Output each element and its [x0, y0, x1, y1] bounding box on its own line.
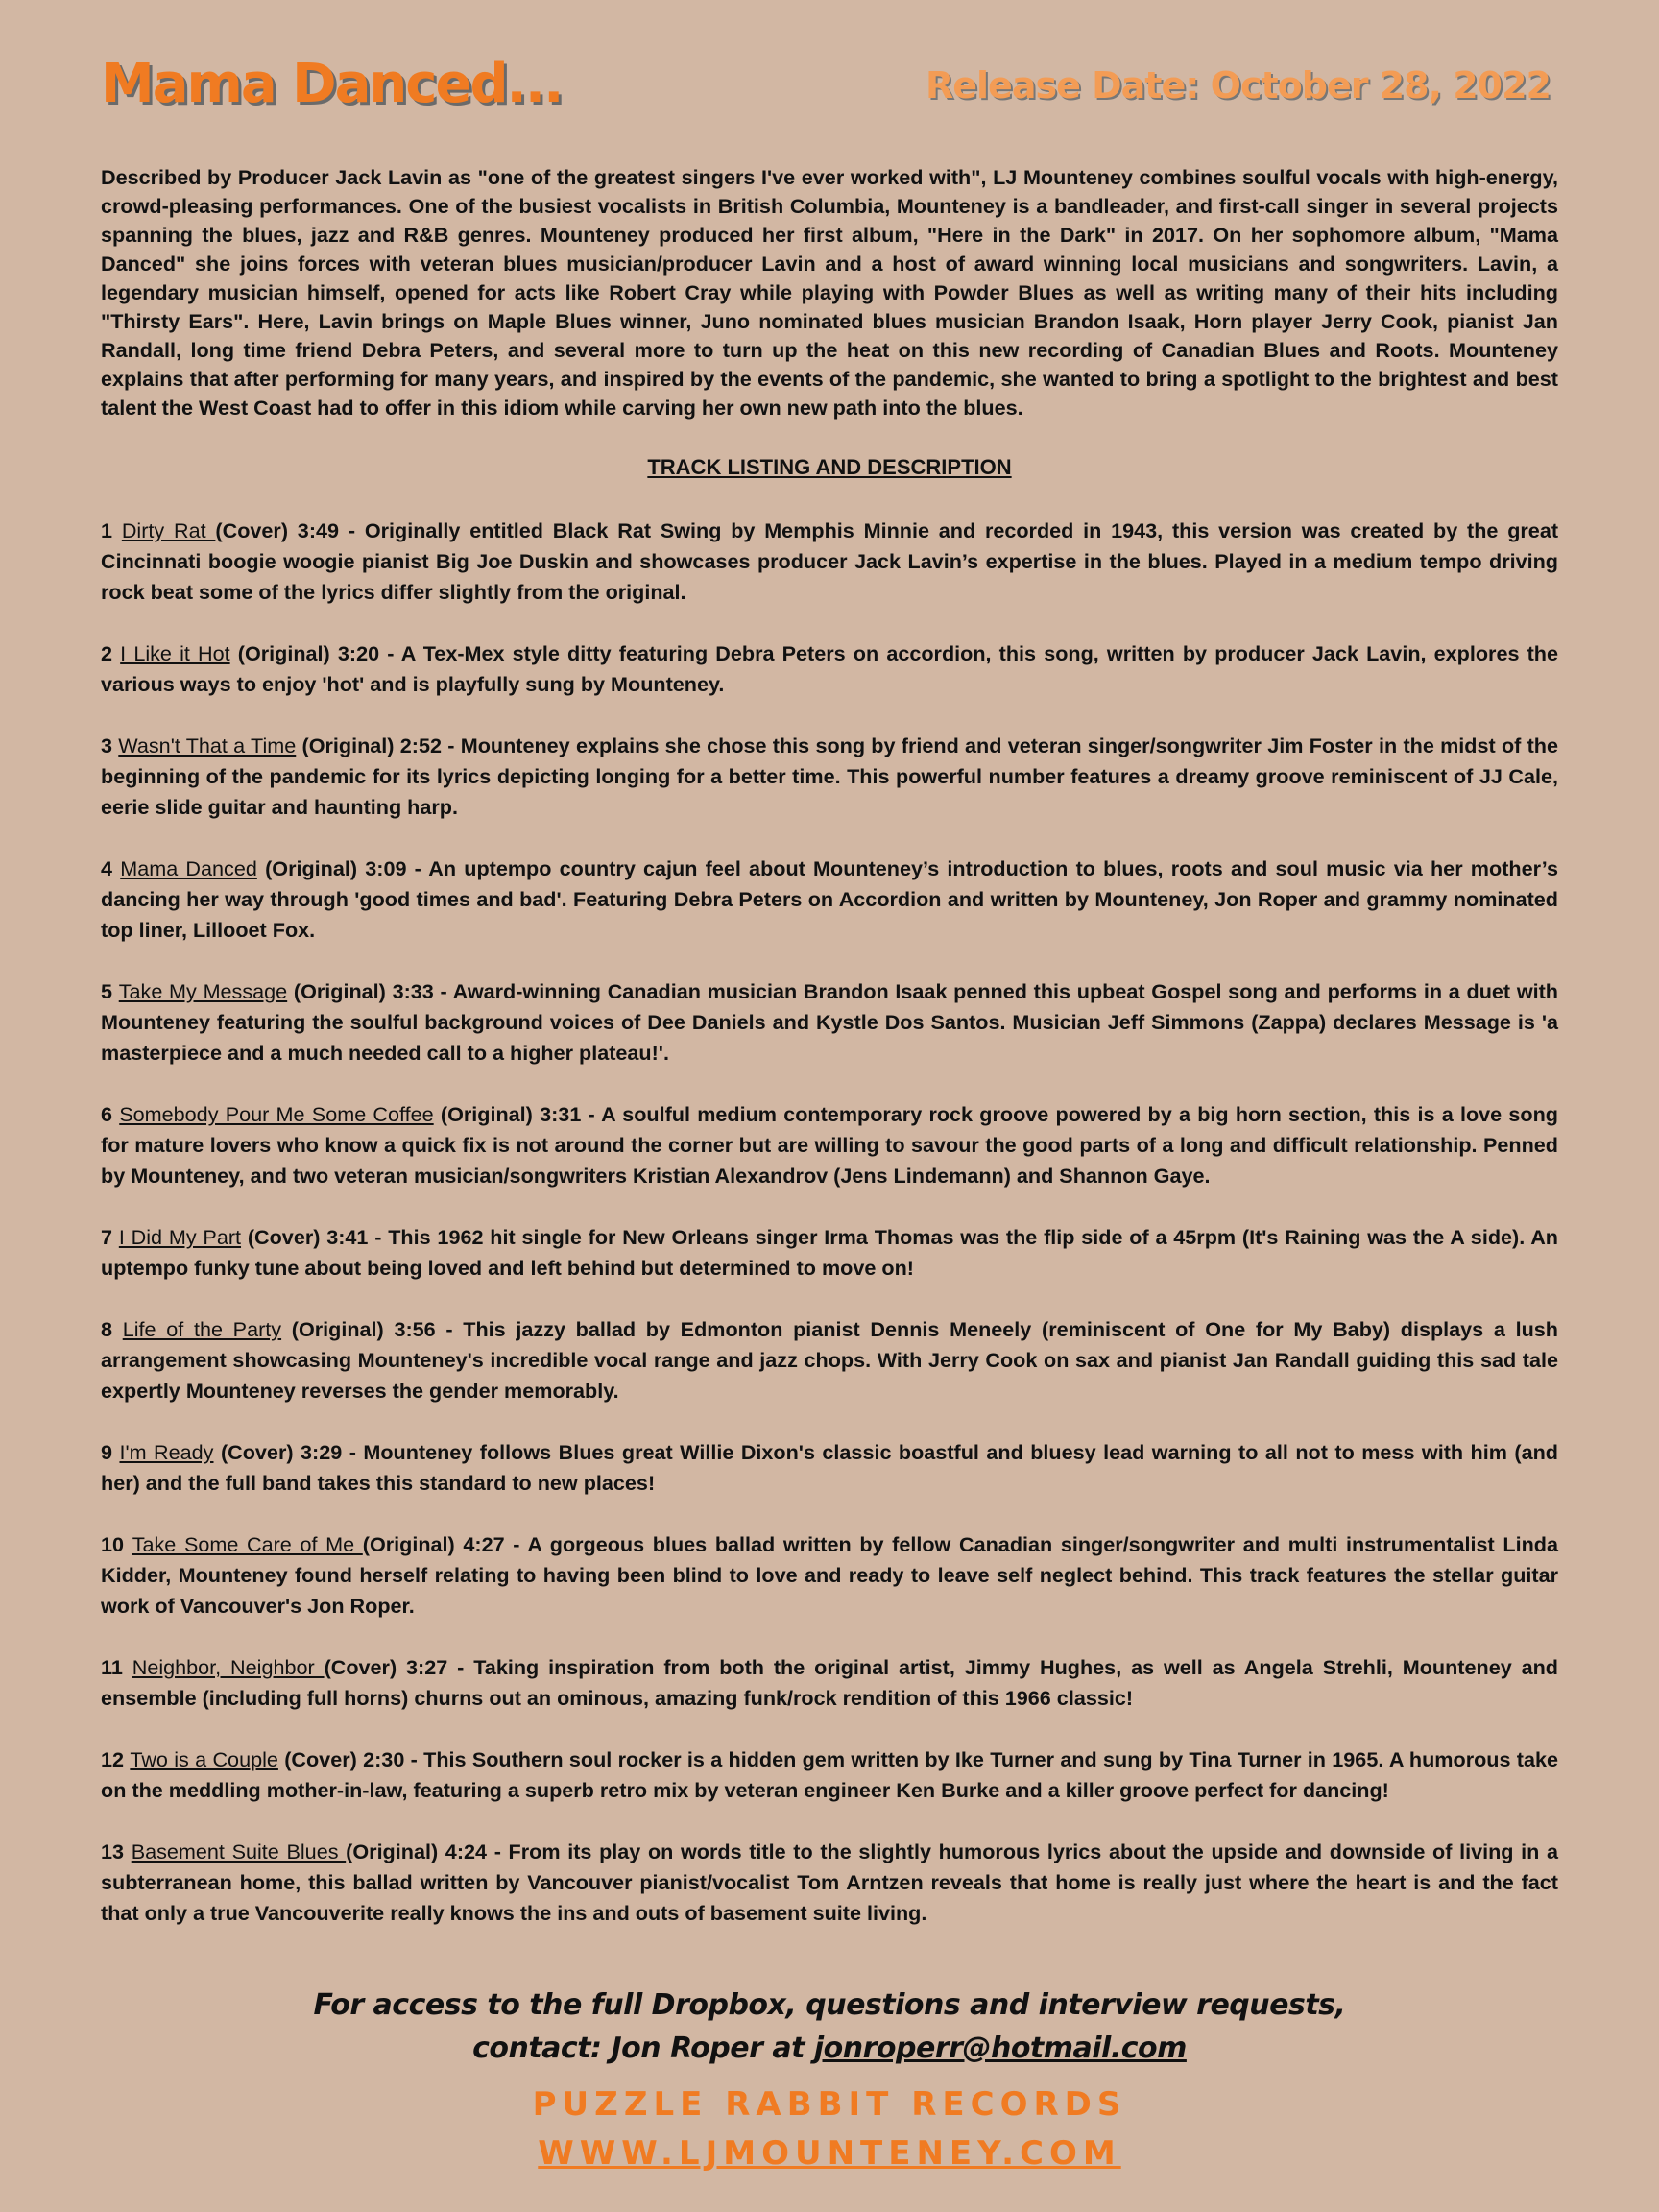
email-link[interactable]: jonroperr@hotmail.com [813, 2032, 1187, 2065]
release-date: Release Date: October 28, 2022 [926, 64, 1551, 107]
record-label: PUZZLE RABBIT RECORDS [532, 2085, 1127, 2124]
track-title: Neighbor, Neighbor [132, 1655, 325, 1679]
track-item [101, 1437, 1558, 1499]
track-number: 7 [101, 1225, 113, 1249]
track-number: 10 [101, 1532, 125, 1556]
website-link[interactable]: WWW.LJMOUNTENEY.COM [538, 2134, 1121, 2173]
track-description: (Cover) 2:30 - This Southern soul rocker is a hidden gem written by Ike Turner and sung by Tina Turner in 1965. A humorous take on the meddling mother-in-law, featuring a superb retro mix by veteran engineer Ken Burke and a killer groove perfect for dancing! [101, 1747, 1559, 1802]
track-title: Somebody Pour Me Some Coffee [119, 1102, 434, 1126]
track-number: 11 [101, 1655, 123, 1679]
track-description: (Cover) 3:27 - Taking inspiration from both the original artist, Jimmy Hughes, as well as Angela Strehli, Mounteney and ensemble (including full horns) churns out an ominous, amazing funk/rock rendition of this 1966 classic! [101, 1655, 1558, 1710]
track-title: Life of the Party [122, 1317, 282, 1341]
track-description: (Original) 3:09 - An uptempo country cajun feel about Mounteney’s introduction to blues, roots and soul music via her mother’s dancing her way through 'good times and bad'. Featuring Debra Peters on Accordion and written by Mounteney, Jon Roper and grammy nominated top liner, Lillooet Fox. [101, 856, 1558, 942]
track-item [101, 976, 1558, 1069]
track-title: Basement Suite Blues [131, 1839, 347, 1863]
album-title: Mama Danced... [101, 53, 563, 115]
track-number: 1 [101, 518, 113, 542]
track-title: I'm Ready [119, 1440, 214, 1464]
track-description: (Original) 3:31 - A soulful medium contemporary rock groove powered by a big horn section, this is a love song for mature lovers who know a quick fix is not around the corner but are willing to savour the good parts of a long and difficult relationship. Penned by Mounteney, and two veteran musician/songwriters Kristian Alexandrov (Jens Lindemann) and Shannon Gaye. [101, 1102, 1558, 1188]
track-item [101, 516, 1558, 608]
track-number: 9 [101, 1440, 113, 1464]
intro-paragraph: Described by Producer Jack Lavin as "one of the greatest singers I've ever worked with", LJ Mounteney combines soulful vocals with high-energy, crowd-pleasing performances. One of the busiest vocalists in British Columbia, Mounteney is a bandleader, and first-call singer in several projects spanning the blues, jazz and R&B genres. Mounteney produced her first album, "Here in the Dark" in 2017. On her sophomore album, "Mama Danced" she joins forces with veteran blues musician/producer Lavin and a host of award winning local musicians and songwriters. Lavin, a legendary musician himself, opened for acts like Robert Cray while playing with Powder Blues as well as writing many of their hits including "Thirsty Ears". Here, Lavin brings on Maple Blues winner, Juno nominated blues musician Brandon Isaak, Horn player Jerry Cook, pianist Jan Randall, long time friend Debra Peters, and several more to turn up the heat on this new recording of Canadian Blues and Roots. Mounteney explains that after performing for many years, and inspired by the events of the pandemic, she wanted to bring a spotlight to the brightest and best talent the West Coast had to offer in this idiom while carving her own new path into the blues. [101, 165, 1558, 420]
track-title: Two is a Couple [130, 1747, 278, 1771]
track-item [101, 1529, 1558, 1622]
track-number: 6 [101, 1102, 113, 1126]
track-description: (Cover) 3:41 - This 1962 hit single for New Orleans singer Irma Thomas was the flip side of a 45rpm (It's Raining was the A side). An uptempo funky tune about being loved and left behind but determined to move on! [101, 1225, 1558, 1280]
header [101, 53, 1558, 130]
track-title: Dirty Rat [121, 518, 216, 542]
contact-info [101, 1984, 1558, 2070]
track-title: I Did My Part [118, 1225, 242, 1249]
contact-prefix: contact: Jon Roper at [472, 2032, 814, 2065]
footer [101, 1984, 1558, 2179]
track-item [101, 1837, 1558, 1929]
track-title: Take Some Care of Me [132, 1532, 363, 1556]
track-description: (Original) 3:56 - This jazzy ballad by Edmonton pianist Dennis Meneely (reminiscent of One for My Baby) displays a lush arrangement showcasing Mounteney's incredible vocal range and jazz chops. With Jerry Cook on sax and pianist Jan Randall guiding this sad tale expertly Mounteney reverses the gender memorably. [101, 1317, 1558, 1403]
track-description: (Original) 3:20 - A Tex-Mex style ditty featuring Debra Peters on accordion, this song, written by producer Jack Lavin, explores the various ways to enjoy 'hot' and is playfully sung by Mounteney. [101, 641, 1559, 696]
contact-line-1: For access to the full Dropbox, questions and interview requests, [313, 1988, 1346, 2022]
section-title: TRACK LISTING AND DESCRIPTION [647, 455, 1012, 479]
contact-line-2 [101, 2027, 1558, 2070]
track-item [101, 638, 1558, 700]
track-item [101, 1652, 1558, 1714]
track-description: (Cover) 3:29 - Mounteney follows Blues great Willie Dixon's classic boastful and bluesy lead warning to all not to mess with him (and her) and the full band takes this standard to new places! [101, 1440, 1558, 1495]
track-number: 8 [101, 1317, 113, 1341]
track-item [101, 1744, 1558, 1806]
track-list [101, 516, 1558, 1960]
track-description: (Original) 4:27 - A gorgeous blues ballad written by fellow Canadian singer/songwriter and multi instrumentalist Linda Kidder, Mounteney found herself relating to having been blind to love and ready to leave self neglect behind. This track features the stellar guitar work of Vancouver's Jon Roper. [101, 1532, 1558, 1618]
track-title: I Like it Hot [120, 641, 230, 665]
track-number: 2 [101, 641, 113, 665]
track-item [101, 1222, 1558, 1284]
track-number: 13 [101, 1839, 125, 1863]
track-item [101, 1099, 1558, 1191]
track-number: 5 [101, 979, 113, 1003]
track-title: Take My Message [118, 979, 288, 1003]
track-description: (Cover) 3:49 - Originally entitled Black Rat Swing by Memphis Minnie and recorded in 1943, this version was created by the great Cincinnati boogie woogie pianist Big Joe Duskin and showcases producer Jack Lavin’s expertise in the blues. Played in a medium tempo driving rock beat some of the lyrics differ slightly from the original. [101, 518, 1559, 604]
track-item [101, 731, 1558, 823]
track-title: Mama Danced [120, 856, 257, 880]
track-description: (Original) 3:33 - Award-winning Canadian musician Brandon Isaak penned this upbeat Gospel song and performs in a duet with Mounteney featuring the soulful background voices of Dee Daniels and Kystle Dos Santos. Musician Jeff Simmons (Zappa) declares Message is 'a masterpiece and a much needed call to a higher plateau!'. [101, 979, 1558, 1065]
track-item [101, 854, 1558, 946]
track-item [101, 1314, 1558, 1407]
track-title: Wasn't That a Time [118, 733, 297, 757]
track-description: (Original) 2:52 - Mounteney explains she chose this song by friend and veteran singer/songwriter Jim Foster in the midst of the beginning of the pandemic for its lyrics depicting longing for a better time. This powerful number features a dreamy groove reminiscent of JJ Cale, eerie slide guitar and haunting harp. [101, 733, 1559, 819]
track-description: (Original) 4:24 - From its play on words title to the slightly humorous lyrics about the upside and downside of living in a subterranean home, this ballad written by Vancouver pianist/vocalist Tom Arntzen reveals that home is really just where the heart is and the fact that only a true Vancouverite really knows the ins and outs of basement suite living. [101, 1839, 1558, 1925]
track-number: 3 [101, 733, 113, 757]
track-number: 12 [101, 1747, 125, 1771]
track-number: 4 [101, 856, 113, 880]
